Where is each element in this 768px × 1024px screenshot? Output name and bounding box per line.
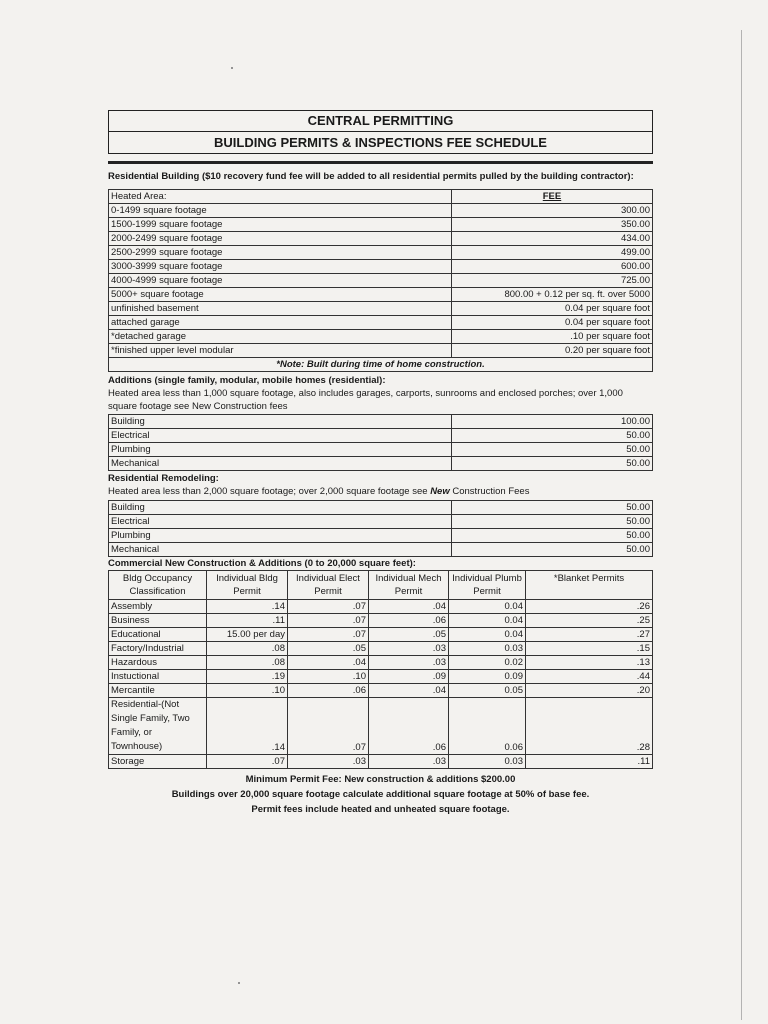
heated-area-header: Heated Area: <box>109 190 452 204</box>
elect-permit-rate: .07 <box>288 628 369 642</box>
occupancy-class: Educational <box>109 628 207 642</box>
remodeling-fee-table <box>108 500 653 557</box>
row-label: Building <box>109 415 452 429</box>
row-label: Electrical <box>109 515 452 529</box>
note-row <box>109 358 653 372</box>
row-fee: .10 per square foot <box>452 330 653 344</box>
blanket-permit-rate: .27 <box>526 628 653 642</box>
blanket-permit-rate: .26 <box>526 600 653 614</box>
table-row <box>109 443 653 457</box>
table-row <box>109 684 653 698</box>
mech-permit-rate: .04 <box>369 684 449 698</box>
elect-permit-rate: .07 <box>288 614 369 628</box>
scan-edge-line <box>741 30 742 1020</box>
table-row <box>109 543 653 557</box>
plumb-permit-rate: 0.05 <box>449 684 526 698</box>
elect-permit-rate: .07 <box>288 698 369 755</box>
bldg-permit-rate: .19 <box>207 670 288 684</box>
row-fee: 600.00 <box>452 260 653 274</box>
blanket-permit-rate: .11 <box>526 755 653 769</box>
mech-permit-rate: .05 <box>369 628 449 642</box>
table-row <box>109 330 653 344</box>
row-label: *finished upper level modular <box>109 344 452 358</box>
bldg-permit-rate: 15.00 per day <box>207 628 288 642</box>
row-label: 2000-2499 square footage <box>109 232 452 246</box>
row-label: 2500-2999 square footage <box>109 246 452 260</box>
table-row <box>109 218 653 232</box>
remodeling-heading: Residential Remodeling: <box>108 473 219 484</box>
remodeling-description-text: Heated area less than 2,000 square footage; over 2,000 square footage see <box>108 486 431 497</box>
square-footage-note: Permit fees include heated and unheated square footage. <box>251 804 510 815</box>
plumb-permit-rate: 0.04 <box>449 628 526 642</box>
occupancy-class: Storage <box>109 755 207 769</box>
plumb-permit-rate: 0.03 <box>449 642 526 656</box>
elect-permit-header: Individual Elect Permit <box>288 571 369 600</box>
row-label: attached garage <box>109 316 452 330</box>
table-row <box>109 628 653 642</box>
residential-fee-table <box>108 189 653 372</box>
large-building-note: Buildings over 20,000 square footage calculate additional square footage at 50% of base fee. <box>171 789 590 800</box>
plumb-permit-rate: 0.03 <box>449 755 526 769</box>
occupancy-class: Mercantile <box>109 684 207 698</box>
remodeling-description <box>108 485 653 498</box>
table-row <box>109 260 653 274</box>
title-divider <box>108 161 653 164</box>
table-row <box>109 656 653 670</box>
blanket-permit-rate: .25 <box>526 614 653 628</box>
row-fee: 50.00 <box>452 429 653 443</box>
plumb-permit-rate: 0.04 <box>449 600 526 614</box>
row-label: unfinished basement <box>109 302 452 316</box>
remodeling-description-emphasis: New <box>430 486 450 497</box>
bldg-permit-rate: .14 <box>207 600 288 614</box>
occupancy-class: Instuctional <box>109 670 207 684</box>
mech-permit-rate: .03 <box>369 642 449 656</box>
scan-speck <box>238 982 240 984</box>
mech-permit-rate: .03 <box>369 656 449 670</box>
elect-permit-rate: .05 <box>288 642 369 656</box>
title-box <box>108 110 653 154</box>
row-fee: 50.00 <box>452 457 653 471</box>
blanket-permit-rate: .44 <box>526 670 653 684</box>
elect-permit-rate: .06 <box>288 684 369 698</box>
minimum-fee-note: Minimum Permit Fee: New construction & additions $200.00 <box>245 774 516 785</box>
table-row <box>109 529 653 543</box>
table-row <box>109 642 653 656</box>
blanket-permit-rate: .28 <box>526 698 653 755</box>
commercial-heading: Commercial New Construction & Additions (0 to 20,000 square feet): <box>108 558 416 569</box>
additions-fee-table <box>108 414 653 471</box>
table-row <box>109 344 653 358</box>
commercial-header-row <box>109 571 653 600</box>
blanket-permit-header: *Blanket Permits <box>526 571 653 600</box>
row-label: Electrical <box>109 429 452 443</box>
row-fee: 434.00 <box>452 232 653 246</box>
row-fee: 499.00 <box>452 246 653 260</box>
plumb-permit-rate: 0.09 <box>449 670 526 684</box>
mech-permit-rate: .04 <box>369 600 449 614</box>
blanket-permit-rate: .13 <box>526 656 653 670</box>
row-fee: 50.00 <box>452 515 653 529</box>
row-fee: 800.00 + 0.12 per sq. ft. over 5000 <box>452 288 653 302</box>
row-label: Plumbing <box>109 529 452 543</box>
blanket-permit-rate: .20 <box>526 684 653 698</box>
row-label: Mechanical <box>109 457 452 471</box>
occupancy-class: Residential-(Not Single Family, Two Family, or Townhouse) <box>109 698 207 755</box>
fee-schedule-document <box>108 110 653 817</box>
mech-permit-rate: .03 <box>369 755 449 769</box>
row-fee: 100.00 <box>452 415 653 429</box>
table-row <box>109 204 653 218</box>
table-row <box>109 288 653 302</box>
row-label: 4000-4999 square footage <box>109 274 452 288</box>
bldg-permit-rate: .14 <box>207 698 288 755</box>
elect-permit-rate: .10 <box>288 670 369 684</box>
row-fee: 50.00 <box>452 529 653 543</box>
additions-heading: Additions (single family, modular, mobile homes (residential): <box>108 375 386 386</box>
table-row <box>109 302 653 316</box>
table-row <box>109 501 653 515</box>
plumb-permit-header: Individual Plumb Permit <box>449 571 526 600</box>
bldg-permit-header: Individual Bldg Permit <box>207 571 288 600</box>
bldg-permit-rate: .07 <box>207 755 288 769</box>
elect-permit-rate: .03 <box>288 755 369 769</box>
blanket-permit-rate: .15 <box>526 642 653 656</box>
residential-heading: Residential Building ($10 recovery fund fee will be added to all residential permits pulled by the building contractor): <box>108 171 634 182</box>
bldg-permit-rate: .08 <box>207 642 288 656</box>
occupancy-class: Hazardous <box>109 656 207 670</box>
bldg-permit-rate: .10 <box>207 684 288 698</box>
row-label: 1500-1999 square footage <box>109 218 452 232</box>
elect-permit-rate: .04 <box>288 656 369 670</box>
row-fee: 50.00 <box>452 501 653 515</box>
remodeling-description-tail: Construction Fees <box>449 486 530 497</box>
row-fee: 300.00 <box>452 204 653 218</box>
footer-notes <box>108 772 653 817</box>
row-label: 3000-3999 square footage <box>109 260 452 274</box>
table-row <box>109 316 653 330</box>
row-fee: 0.04 per square foot <box>452 316 653 330</box>
scan-speck <box>231 67 233 69</box>
table-row <box>109 614 653 628</box>
table-row <box>109 429 653 443</box>
occupancy-class: Factory/Industrial <box>109 642 207 656</box>
table-row <box>109 600 653 614</box>
elect-permit-rate: .07 <box>288 600 369 614</box>
bldg-permit-rate: .11 <box>207 614 288 628</box>
row-label: 0-1499 square footage <box>109 204 452 218</box>
mech-permit-header: Individual Mech Permit <box>369 571 449 600</box>
table-row <box>109 698 653 755</box>
table-row <box>109 457 653 471</box>
row-label: 5000+ square footage <box>109 288 452 302</box>
mech-permit-rate: .09 <box>369 670 449 684</box>
table-row <box>109 246 653 260</box>
row-fee: 0.20 per square foot <box>452 344 653 358</box>
additions-description: Heated area less than 1,000 square footage, also includes garages, carports, sunrooms and enclosed porches; over 1,000 square footage see New Construction fees <box>108 388 623 412</box>
table-row <box>109 415 653 429</box>
occupancy-header: Bldg Occupancy Classification <box>109 571 207 600</box>
table-header-row <box>109 190 653 204</box>
occupancy-class: Assembly <box>109 600 207 614</box>
table-row <box>109 670 653 684</box>
row-label: Mechanical <box>109 543 452 557</box>
fee-header: FEE <box>452 190 653 204</box>
table-row <box>109 232 653 246</box>
row-fee: 0.04 per square foot <box>452 302 653 316</box>
row-label: Plumbing <box>109 443 452 457</box>
document-subtitle: BUILDING PERMITS & INSPECTIONS FEE SCHEDULE <box>109 131 652 153</box>
row-fee: 50.00 <box>452 443 653 457</box>
row-fee: 725.00 <box>452 274 653 288</box>
row-fee: 350.00 <box>452 218 653 232</box>
row-label: Building <box>109 501 452 515</box>
occupancy-class: Business <box>109 614 207 628</box>
plumb-permit-rate: 0.06 <box>449 698 526 755</box>
document-title: CENTRAL PERMITTING <box>307 113 454 128</box>
row-label: *detached garage <box>109 330 452 344</box>
construction-note: *Note: Built during time of home construction. <box>109 358 653 372</box>
commercial-fee-table <box>108 570 653 769</box>
row-fee: 50.00 <box>452 543 653 557</box>
mech-permit-rate: .06 <box>369 698 449 755</box>
mech-permit-rate: .06 <box>369 614 449 628</box>
table-row <box>109 515 653 529</box>
plumb-permit-rate: 0.02 <box>449 656 526 670</box>
table-row <box>109 274 653 288</box>
plumb-permit-rate: 0.04 <box>449 614 526 628</box>
bldg-permit-rate: .08 <box>207 656 288 670</box>
table-row <box>109 755 653 769</box>
